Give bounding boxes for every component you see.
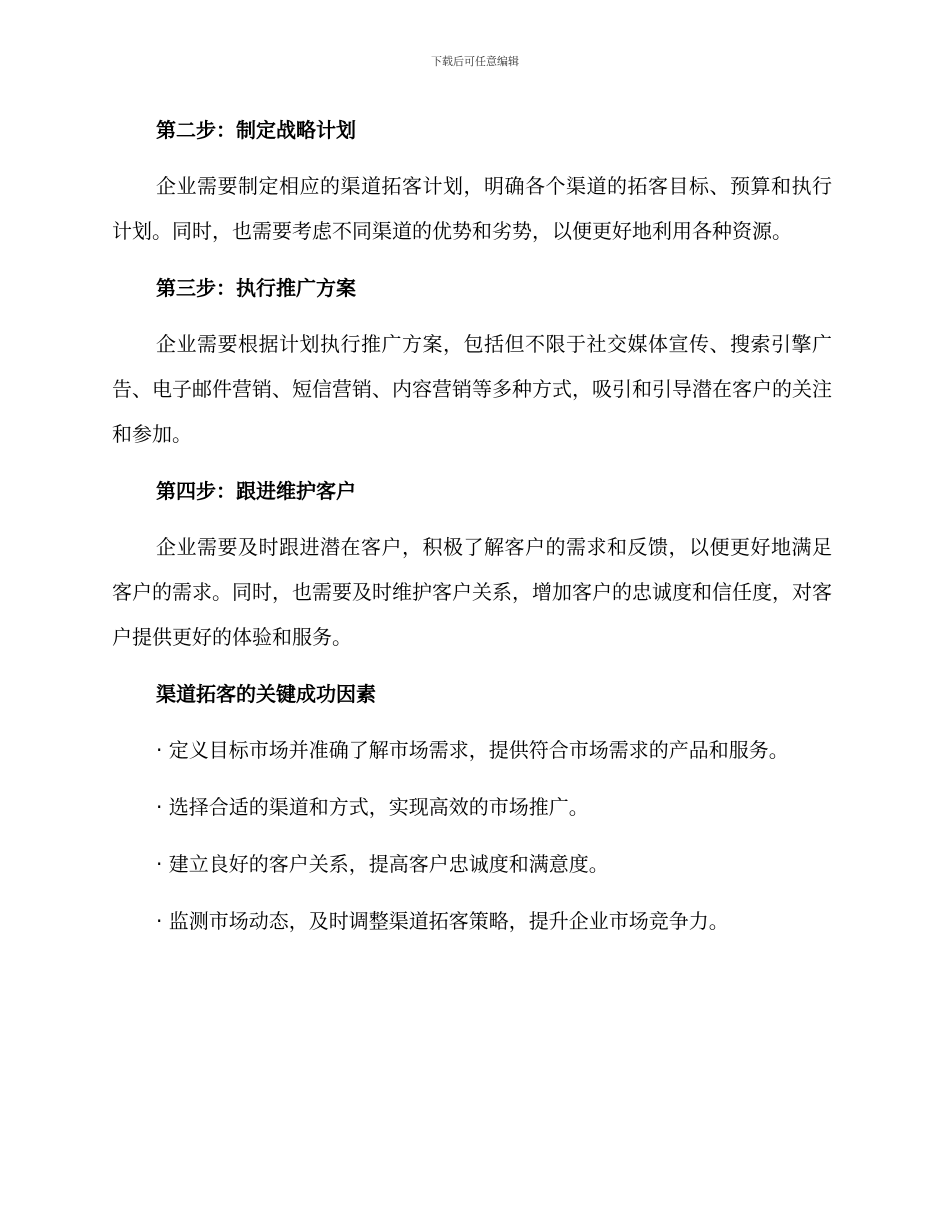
section-heading: 第三步：执行推广方案	[156, 276, 356, 300]
section-step-three	[112, 266, 832, 457]
bullet-item: · 建立良好的客户关系，提高客户忠诚度和满意度。	[156, 852, 609, 876]
section-heading: 第四步：跟进维护客户	[156, 479, 356, 503]
section-key-factors	[112, 672, 832, 944]
section-step-four	[112, 469, 832, 660]
section-paragraph: 企业需要及时跟进潜在客户，积极了解客户的需求和反馈，以便更好地满足客户的需求。同时，也需要及时维护客户关系，增加客户的忠诚度和信任度，对客户提供更好的体验和服务。	[112, 535, 832, 649]
page-header: 下载后可任意编辑	[431, 55, 519, 68]
section-heading: 第二步：制定战略计划	[156, 118, 356, 142]
bullet-item: · 监测市场动态，及时调整渠道拓客策略，提升企业市场竞争力。	[156, 909, 729, 933]
document-body	[112, 108, 832, 956]
section-paragraph: 企业需要制定相应的渠道拓客计划，明确各个渠道的拓客目标、预算和执行计划。同时，也需要考虑不同渠道的优势和劣势，以便更好地利用各种资源。	[112, 174, 832, 243]
section-heading: 渠道拓客的关键成功因素	[156, 682, 376, 706]
bullet-item: · 定义目标市场并准确了解市场需求，提供符合市场需求的产品和服务。	[156, 738, 789, 762]
section-step-two	[112, 108, 832, 254]
bullet-item: · 选择合适的渠道和方式，实现高效的市场推广。	[156, 795, 589, 819]
section-paragraph: 企业需要根据计划执行推广方案，包括但不限于社交媒体宣传、搜索引擎广告、电子邮件营销、短信营销、内容营销等多种方式，吸引和引导潜在客户的关注和参加。	[112, 332, 832, 446]
